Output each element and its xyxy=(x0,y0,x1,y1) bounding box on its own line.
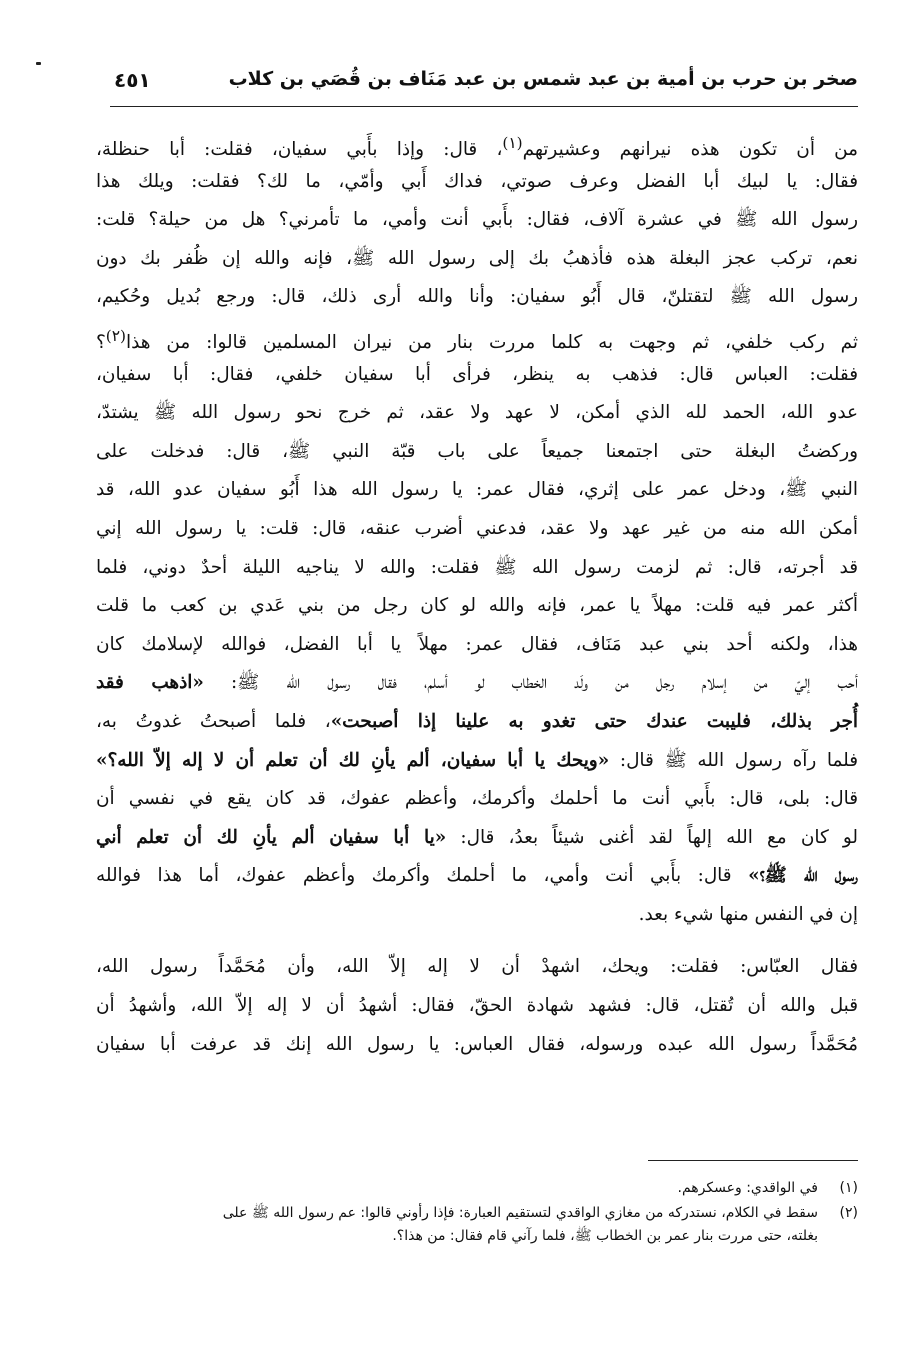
main-text xyxy=(96,124,858,1064)
text-segment: فلما رآه رسول الله ﷺ قال: xyxy=(619,749,858,771)
footnote-2 xyxy=(96,1202,858,1248)
footnote-line: سقط في الكلام، نستدركه من مغازي الواقدي لتستقيم العبارة: فإذا رأوني قالوا: عم رسول الله ﷺ على xyxy=(222,1205,818,1221)
text-line: النبي ﷺ، ودخل عمر على إثري، فقال عمر: يا رسول الله هذا أَبُو سفيان عدو الله، قد xyxy=(96,479,858,501)
text-line: وركضتُ البغلة حتى اجتمعنا جميعاً على باب قبّة النبي ﷺ، قال: فدخلت على xyxy=(96,440,858,462)
text-line xyxy=(96,857,858,896)
footnote-number: (٢) xyxy=(839,1205,858,1221)
footnote-rule xyxy=(648,1160,858,1161)
text-line: أكثر عمر فيه قلت: مهلاً يا عمر، فإنه والله لو كان رجل من بني عَدي بن كعب ما قلت xyxy=(96,595,858,617)
text-segment: قال: بأَبي أنت وأمي، ما أحلمك وأكرمك وأعظم عفوك، أما هذا فوالله xyxy=(96,865,749,887)
text-line: رسول الله ﷺ لتقتلنّ، قال أَبُو سفيان: وأنا والله أرى ذلك، قال: ورجع بُديل وحُكيم، xyxy=(96,286,858,308)
text-segment: أحب إليّ من إسلام رجل من ولَد الخطاب لو أسلم، فقال رسول الله ﷺ: xyxy=(230,672,858,694)
text-segment: ثم ركب خلفي، ثم وجهت به كلما مررت بنار من نيران المسلمين قالوا: من هذا xyxy=(125,332,858,354)
text-line: فقال: يا لبيك أبا الفضل وعرف صوتي، فداك أَبي وأمّي، ما لك؟ فقلت: ويلك هذا xyxy=(96,170,858,192)
footnote-ref: (٢) xyxy=(105,326,126,345)
text-line xyxy=(96,317,858,356)
text-segment: ، فلما أصبحتُ غدوتُ به، xyxy=(96,710,331,732)
hadith-quote: رسول الله ﷺ؟» xyxy=(748,865,858,887)
text-segment: ؟ xyxy=(96,332,106,354)
text-line: إن في النفس منها شيء بعد. xyxy=(638,903,858,925)
footnote-ref: (١) xyxy=(502,134,523,152)
hadith-quote: «ويحك يا أبا سفيان، ألم يأنِ لك أن تعلم أن لا إله إلاّ الله؟» xyxy=(96,749,610,771)
text-line: هذا، ولكنه أحد بني عبد مَنَاف، فقال عمر: مهلاً يا أبا الفضل، فوالله لإسلامك كان xyxy=(96,633,858,655)
text-line xyxy=(96,742,858,781)
page-number: ٤٥١ xyxy=(114,68,151,92)
hadith-quote: أُجر بذلك، فليبت عندك حتى تغدو به علينا إذا أصبحت» xyxy=(330,710,858,732)
text-line: فقال العبّاس: فقلت: ويحك، اشهدْ أن لا إله إلاّ الله، وأن مُحَمَّداً رسول الله، xyxy=(96,956,858,978)
paragraph-gap xyxy=(96,934,858,948)
footnote-text xyxy=(96,1177,818,1200)
text-line: قبل والله أن تُقتل، قال: فشهد شهادة الحقّ، فقال: أشهدُ أن لا إله إلاّ الله، وأشهدُ أن xyxy=(96,995,858,1017)
footnote-text xyxy=(96,1202,818,1248)
footnote-1 xyxy=(96,1177,858,1200)
hadith-quote: «اذهب فقد xyxy=(96,672,204,694)
text-line: عدو الله، الحمد لله الذي أمكن، لا عهد ولا عقد، ثم خرج نحو رسول الله ﷺ يشتدّ، xyxy=(96,402,858,424)
running-title: صخر بن حرب بن أمية بن عبد شمس بن عبد مَنَاف بن قُصَي بن كلاب xyxy=(228,68,858,90)
text-line xyxy=(96,664,858,703)
footnote-line: بغلته، حتى مررت بنار عمر بن الخطاب ﷺ، فلما رآني قام فقال: من هذا؟. xyxy=(392,1228,818,1244)
text-line: قال: بلى، قال: بأَبي أنت ما أحلمك وأكرمك، وأعظم عفوك، قد كان يقع في نفسي أن xyxy=(96,788,858,810)
hadith-quote: «يا أبا سفيان ألم يأنِ لك أن تعلم أني xyxy=(96,826,447,848)
footnote-number: (١) xyxy=(839,1180,858,1196)
text-segment: لو كان مع الله إلهاً لقد أغنى شيئاً بعدُ، قال: xyxy=(460,826,858,848)
footnotes xyxy=(96,1160,858,1250)
footnote-line: في الواقدي: وعسكرهم. xyxy=(677,1180,818,1196)
text-segment: ، قال: وإذا بأَبي سفيان، فقلت: أبا حنظلة، xyxy=(96,139,503,161)
text-line: قد أجرته، قال: ثم لزمت رسول الله ﷺ فقلت: والله لا يناجيه الليلة أحدٌ دوني، فلما xyxy=(96,556,858,578)
text-line xyxy=(96,124,858,163)
text-line: نعم، تركب عجز البغلة هذه فأذهبُ بك إلى رسول الله ﷺ، فإنه والله إن ظُفر بك دون xyxy=(96,247,858,269)
text-line: فقلت: العباس قال: فذهب به ينظر، فرأى أبا سفيان خلفي، فقال: أبا سفيان، xyxy=(96,363,858,385)
page-header xyxy=(110,62,858,107)
text-line xyxy=(96,819,858,858)
text-line: مُحَمَّداً رسول الله عبده ورسوله، فقال العباس: يا رسول الله إنك قد عرفت أبا سفيان xyxy=(96,1033,858,1055)
text-line: أمكن الله منه من غير عهد ولا عقد، فدعني أضرب عنقه، قال: قلت: يا رسول الله إني xyxy=(96,517,858,539)
text-line: رسول الله ﷺ في عشرة آلاف، فقال: بأَبي أنت وأمي، ما تأمرني؟ هل من حيلة؟ قلت: xyxy=(96,209,858,231)
text-line xyxy=(96,703,858,742)
text-segment: من أن تكون هذه نيرانهم وعشيرتهم xyxy=(522,139,859,161)
print-speck xyxy=(36,62,41,65)
